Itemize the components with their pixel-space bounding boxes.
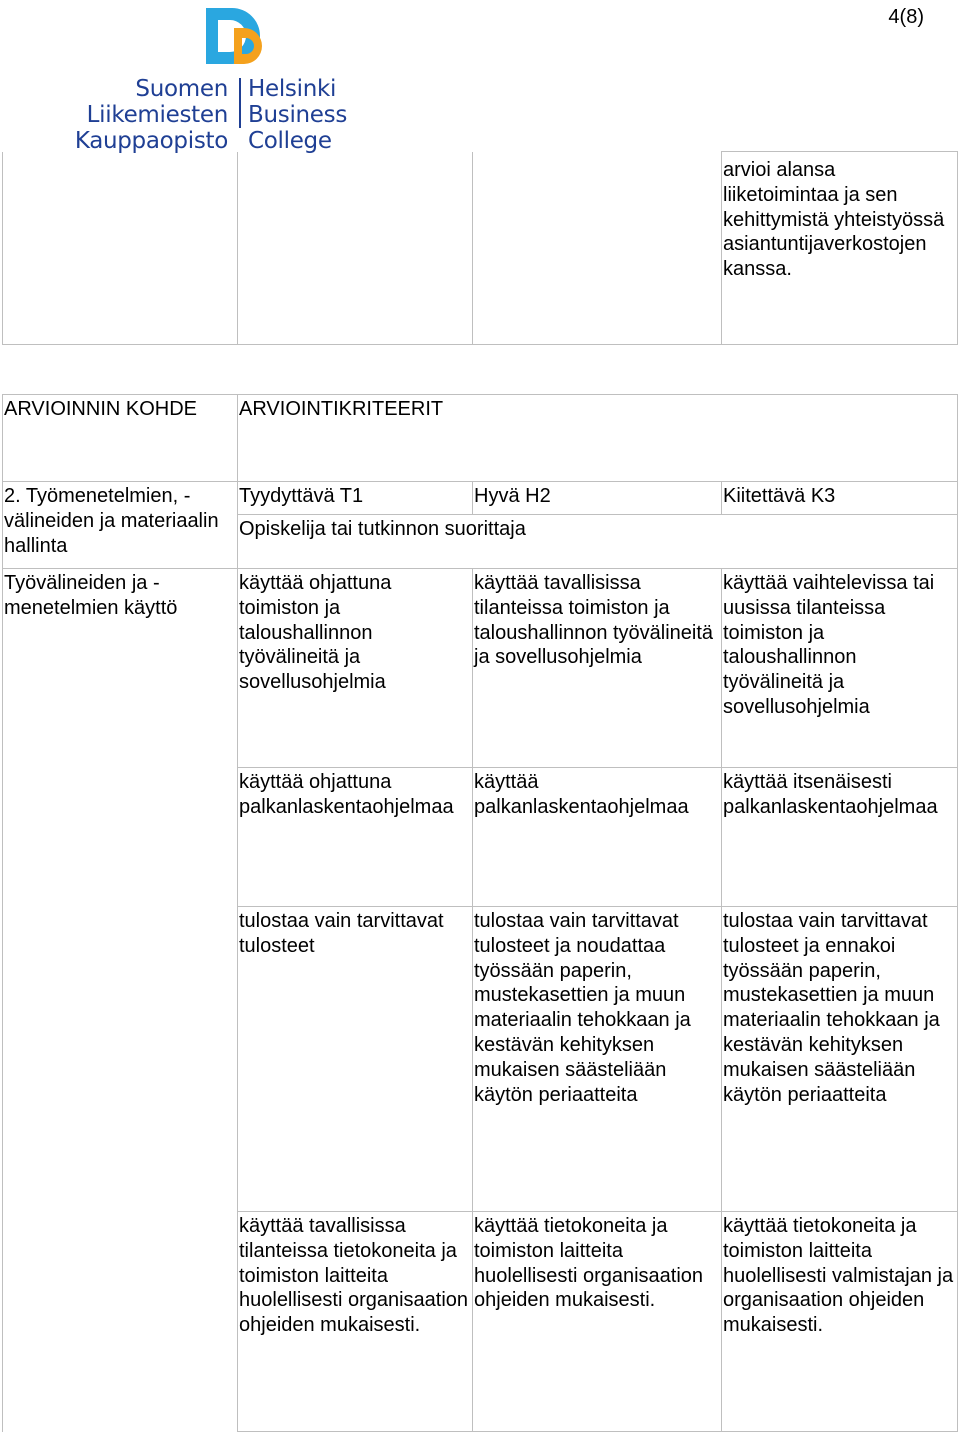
criteria-cell-k3: arvioi alansa liiketoimintaa ja sen kehittymistä yhteistyössä asiantuntijaverkostojen kanssa. <box>722 152 958 345</box>
row1-t1: käyttää ohjattuna toimiston ja taloushallinnon työvälineitä ja sovellusohjelmia <box>238 569 473 768</box>
header-criteria: ARVIOINTIKRITEERIT <box>238 395 958 482</box>
row1-k3: käyttää vaihtelevissa tai uusissa tilanteissa toimiston ja taloushallinnon työvälineitä ja sovellusohjelmia <box>722 569 958 768</box>
logo-left-line1: Suomen Liikemiesten <box>86 76 228 128</box>
target-label: Työvälineiden ja -menetelmien käyttö <box>3 569 238 1432</box>
level-k3: Kiitettävä K3 <box>722 482 958 515</box>
empty-cell <box>238 152 473 345</box>
empty-cell <box>3 152 238 345</box>
logo-left-line2: Kauppaopisto <box>74 128 228 154</box>
row3-t1: tulostaa vain tarvittavat tulosteet <box>238 907 473 1212</box>
criteria-table <box>2 394 958 1432</box>
school-logo <box>4 2 424 154</box>
continuation-table <box>2 151 958 345</box>
logo-mark-icon <box>204 2 274 66</box>
logo-text-right <box>248 76 424 154</box>
section-title: 2. Työmenetelmien, -välineiden ja materiaalin hallinta <box>3 482 238 569</box>
row4-t1: käyttää tavallisissa tilanteissa tietokoneita ja toimiston laitteita huolellisesti organisaation ohjeiden mukaisesti. <box>238 1212 473 1432</box>
logo-divider <box>239 78 241 128</box>
logo-right-line2: Business College <box>248 102 348 154</box>
header-target: ARVIOINNIN KOHDE <box>3 395 238 482</box>
row2-t1: käyttää ohjattuna palkanlaskentaohjelmaa <box>238 768 473 907</box>
level-t1: Tyydyttävä T1 <box>238 482 473 515</box>
row3-h2: tulostaa vain tarvittavat tulosteet ja noudattaa työssään paperin, mustekasettien ja muun materiaalin tehokkaan ja kestävän kehityksen mukaisen säästeliään käytön periaatteita <box>473 907 722 1212</box>
page-number: 4(8) <box>888 6 924 28</box>
logo-text-left <box>4 76 228 154</box>
subject-label: Opiskelija tai tutkinnon suorittaja <box>238 515 958 569</box>
row4-h2: käyttää tietokoneita ja toimiston laitteita huolellisesti organisaation ohjeiden mukaisesti. <box>473 1212 722 1432</box>
row2-k3: käyttää itsenäisesti palkanlaskentaohjelmaa <box>722 768 958 907</box>
row3-k3: tulostaa vain tarvittavat tulosteet ja ennakoi työssään paperin, mustekasettien ja muun materiaalin tehokkaan ja kestävän kehityksen mukaisen säästeliään käytön periaatteita <box>722 907 958 1212</box>
logo-right-line1: Helsinki <box>248 76 337 102</box>
empty-cell <box>473 152 722 345</box>
row4-k3: käyttää tietokoneita ja toimiston laitteita huolellisesti valmistajan ja organisaation ohjeiden mukaisesti. <box>722 1212 958 1432</box>
row2-h2: käyttää palkanlaskentaohjelmaa <box>473 768 722 907</box>
row1-h2: käyttää tavallisissa tilanteissa toimiston ja taloushallinnon työvälineitä ja sovellusohjelmia <box>473 569 722 768</box>
level-h2: Hyvä H2 <box>473 482 722 515</box>
